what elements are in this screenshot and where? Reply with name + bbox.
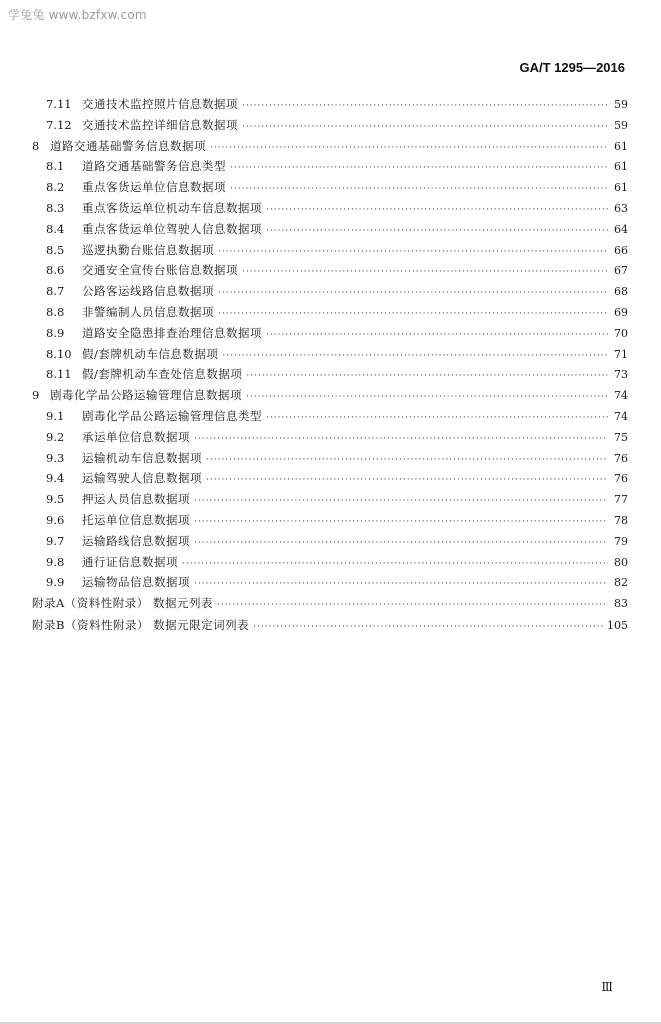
toc-entry[interactable]: [32, 554, 628, 575]
toc-entry-number: 9.9: [46, 575, 65, 590]
toc-entry-number: 7.11: [46, 97, 72, 111]
toc-entry-number: 8.4: [46, 221, 65, 236]
toc-entry-number: 9.1: [46, 408, 65, 423]
toc-entry[interactable]: [32, 574, 628, 595]
dot-leader: [266, 226, 608, 236]
dot-leader: [194, 434, 608, 444]
dot-leader: [218, 309, 608, 319]
toc-entry-title: 交通安全宣传台账信息数据项: [82, 263, 238, 278]
toc-entry-number: 8.7: [46, 284, 65, 299]
toc-entry[interactable]: [32, 366, 628, 387]
toc-entry-page: 74: [614, 389, 628, 403]
toc-entry[interactable]: [32, 325, 628, 346]
toc-entry-page: 59: [614, 98, 628, 111]
dot-leader: [217, 600, 608, 610]
toc-entry[interactable]: [32, 387, 628, 408]
toc-entry-page: 71: [614, 347, 628, 361]
toc-entry-page: 76: [614, 472, 628, 486]
dot-leader: [242, 267, 608, 277]
toc-entry-title: 承运单位信息数据项: [82, 429, 190, 444]
toc-entry-page: 68: [614, 285, 628, 299]
watermark-text: 学兔兔 www.bzfxw.com: [8, 8, 147, 22]
dot-leader: [206, 475, 608, 485]
toc-entry-page: 82: [614, 576, 628, 590]
toc-entry[interactable]: [32, 138, 628, 159]
page-folio: Ⅲ: [601, 980, 613, 994]
toc-entry-title: 道路交通基础警务信息数据项: [50, 138, 206, 153]
standard-code-header: GA/T 1295—2016: [519, 60, 625, 75]
toc-entry[interactable]: [32, 408, 628, 429]
table-of-contents: [32, 96, 628, 639]
toc-entry-number: 9: [32, 388, 40, 403]
toc-entry-page: 64: [614, 222, 628, 236]
toc-entry-number: 9.8: [46, 554, 65, 569]
dot-leader: [218, 247, 608, 257]
toc-entry-page: 76: [614, 451, 628, 465]
toc-entry-number: 8.2: [46, 180, 65, 195]
toc-entry[interactable]: [32, 595, 628, 617]
toc-entry-page: 78: [614, 513, 628, 527]
toc-entry-page: 59: [614, 118, 628, 132]
toc-entry-title: 重点客货运单位驾驶人信息数据项: [82, 221, 262, 236]
toc-entry[interactable]: [32, 450, 628, 471]
dot-leader: [230, 184, 608, 194]
toc-entry-page: 75: [614, 430, 628, 444]
toc-entry-page: 66: [614, 243, 628, 257]
toc-entry-number: 8.3: [46, 200, 65, 215]
toc-entry[interactable]: [32, 491, 628, 512]
toc-entry-page: 63: [614, 201, 628, 215]
toc-entry[interactable]: [32, 429, 628, 450]
toc-entry-number: 9.7: [46, 533, 65, 548]
toc-entry-page: 80: [614, 555, 628, 569]
toc-entry-title: 假/套牌机动车查处信息数据项: [82, 367, 243, 382]
dot-leader: [246, 371, 608, 381]
dot-leader: [253, 622, 603, 632]
toc-entry-title: 托运单位信息数据项: [82, 512, 190, 527]
toc-entry-title: 通行证信息数据项: [82, 554, 178, 569]
toc-entry-number: 8.5: [46, 242, 65, 257]
toc-entry-title: 附录A（资料性附录） 数据元列表: [32, 596, 213, 611]
toc-entry[interactable]: [32, 533, 628, 554]
toc-entry[interactable]: [32, 470, 628, 491]
toc-entry-page: 70: [614, 326, 628, 340]
toc-entry[interactable]: [32, 117, 628, 138]
toc-entry-number: 7.12: [46, 117, 72, 132]
toc-entry[interactable]: [32, 200, 628, 221]
dot-leader: [242, 122, 608, 132]
toc-entry-page: 74: [614, 409, 628, 423]
toc-entry-number: 9.2: [46, 429, 65, 444]
toc-entry-title: 假/套牌机动车信息数据项: [82, 346, 219, 361]
toc-entry-page: 61: [614, 139, 628, 153]
toc-entry-page: 73: [614, 368, 628, 382]
toc-entry-title: 运输路线信息数据项: [82, 533, 190, 548]
toc-entry-number: 8.8: [46, 304, 65, 319]
toc-entry-page: 83: [614, 597, 628, 611]
dot-leader: [266, 330, 608, 340]
toc-entry-number: 8.10: [46, 346, 72, 361]
toc-entry-title: 交通技术监控详细信息数据项: [82, 117, 238, 132]
dot-leader: [194, 538, 608, 548]
toc-entry-page: 79: [614, 534, 628, 548]
toc-entry-title: 交通技术监控照片信息数据项: [82, 97, 238, 111]
toc-entry-title: 公路客运线路信息数据项: [82, 284, 214, 299]
dot-leader: [194, 579, 608, 589]
toc-entry-number: 8: [32, 138, 40, 153]
toc-entry-title: 重点客货运单位机动车信息数据项: [82, 200, 262, 215]
toc-entry-title: 非警编制人员信息数据项: [82, 304, 214, 319]
toc-entry[interactable]: [32, 221, 628, 242]
dot-leader: [222, 351, 608, 361]
toc-entry-title: 运输物品信息数据项: [82, 575, 190, 590]
toc-entry[interactable]: [32, 304, 628, 325]
toc-entry[interactable]: [32, 158, 628, 179]
toc-entry[interactable]: [32, 242, 628, 263]
toc-entry[interactable]: [32, 512, 628, 533]
dot-leader: [266, 413, 608, 423]
toc-entry-number: 8.9: [46, 325, 65, 340]
toc-entry[interactable]: [32, 179, 628, 200]
toc-entry-number: 8.11: [46, 367, 72, 382]
toc-entry-page: 67: [614, 264, 628, 278]
toc-entry-number: 9.6: [46, 512, 65, 527]
toc-entry-number: 9.5: [46, 492, 65, 507]
toc-entry-number: 9.3: [46, 450, 65, 465]
toc-entry-title: 押运人员信息数据项: [82, 492, 190, 507]
toc-entry-title: 道路交通基础警务信息类型: [82, 159, 226, 174]
dot-leader: [194, 517, 608, 527]
toc-entry-number: 9.4: [46, 471, 65, 486]
toc-entry[interactable]: [32, 283, 628, 304]
toc-entry-title: 剧毒化学品公路运输管理信息类型: [82, 408, 262, 423]
toc-entry-title: 运输驾驶人信息数据项: [82, 471, 202, 486]
toc-entry-page: 105: [607, 619, 628, 633]
toc-entry-page: 77: [614, 493, 628, 507]
dot-leader: [242, 101, 608, 111]
toc-entry[interactable]: [32, 96, 628, 117]
toc-entry-title: 运输机动车信息数据项: [82, 450, 202, 465]
dot-leader: [230, 163, 608, 173]
dot-leader: [266, 205, 608, 215]
toc-entry-title: 重点客货运单位信息数据项: [82, 180, 226, 195]
toc-entry-title: 附录B（资料性附录） 数据元限定词列表: [32, 618, 250, 633]
dot-leader: [182, 559, 608, 569]
toc-entry-number: 8.1: [46, 159, 65, 174]
dot-leader: [246, 392, 608, 402]
toc-entry-title: 巡逻执勤台账信息数据项: [82, 242, 214, 257]
toc-entry-number: 8.6: [46, 263, 65, 278]
dot-leader: [194, 496, 608, 506]
dot-leader: [210, 143, 608, 153]
dot-leader: [218, 288, 608, 298]
toc-entry-title: 剧毒化学品公路运输管理信息数据项: [50, 388, 242, 403]
dot-leader: [206, 455, 608, 465]
toc-entry[interactable]: [32, 262, 628, 283]
toc-entry-page: 61: [614, 181, 628, 195]
toc-entry[interactable]: [32, 617, 628, 639]
toc-entry-page: 69: [614, 305, 628, 319]
toc-entry-title: 道路安全隐患排查治理信息数据项: [82, 325, 262, 340]
toc-entry-page: 61: [614, 160, 628, 174]
toc-entry[interactable]: [32, 346, 628, 367]
